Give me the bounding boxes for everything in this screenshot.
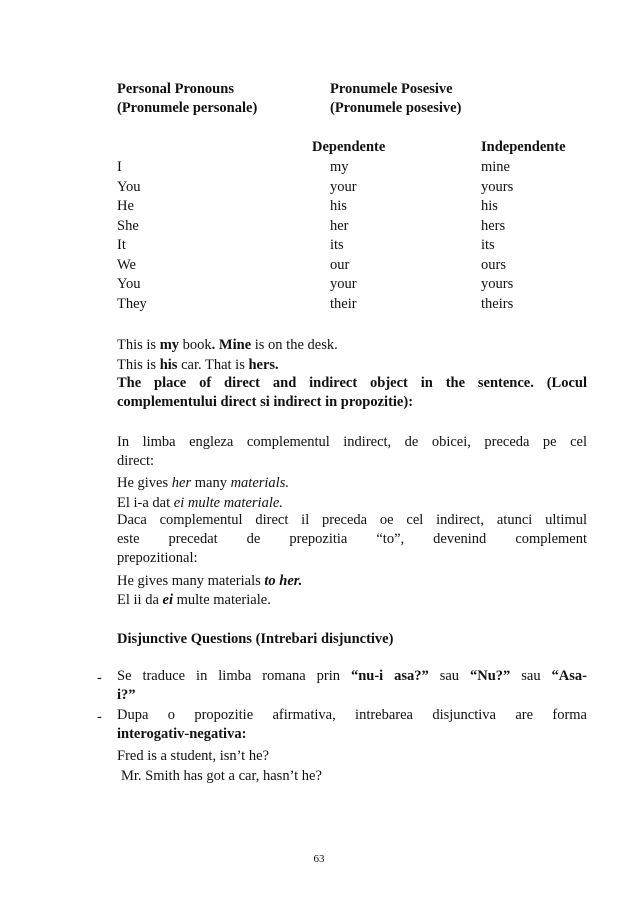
pronoun-cell: You	[117, 178, 141, 195]
pronoun-cell: He	[117, 198, 134, 214]
dependent-cell: her	[330, 217, 349, 234]
independent-cell: ours	[481, 256, 506, 273]
example-sentence-1: This is my book. Mine is on the desk.	[117, 337, 338, 353]
bullet-item-affirmative: Dupa o propozitie afirmativa, intrebarea disjunctiva are forma interogativ-negativa:	[117, 707, 587, 743]
dependent-cell: your	[330, 276, 357, 292]
independent-cell: yours	[481, 276, 514, 292]
independent-cell: mine	[481, 159, 510, 175]
pronoun-cell: They	[117, 295, 147, 312]
example-sentence-6: El ii da ei multe materiale.	[117, 592, 271, 608]
bullet-dash: -	[97, 709, 102, 725]
col-header-personal-pronouns: Personal Pronouns	[117, 81, 234, 97]
col-header-independente: Independente	[481, 139, 566, 155]
section-heading-disjunctive-questions: Disjunctive Questions (Intrebari disjunctive)	[117, 631, 394, 647]
dependent-cell: its	[330, 237, 344, 253]
pronoun-cell: It	[117, 237, 126, 253]
col-header-dependente: Dependente	[312, 139, 386, 155]
dependent-cell: my	[330, 159, 349, 175]
pronoun-cell: You	[117, 276, 141, 292]
pronoun-cell: I	[117, 159, 122, 175]
dependent-cell: his	[330, 198, 347, 214]
independent-cell: theirs	[481, 295, 514, 312]
pronoun-cell: We	[117, 256, 136, 273]
paragraph-direct-object: Daca complementul direct il preceda oe cel indirect, atunci ultimul este precedat de prepozitia “to”, devenind complement prepozitional:	[117, 512, 587, 567]
example-sentence-5: He gives many materials to her.	[117, 572, 303, 589]
independent-cell: his	[481, 198, 498, 214]
page-number: 63	[313, 853, 325, 865]
pronoun-cell: She	[117, 217, 139, 234]
example-sentence-8: Mr. Smith has got a car, hasn’t he?	[121, 767, 322, 784]
independent-cell: yours	[481, 178, 514, 195]
col-header-pronumele-posesive: Pronumele Posesive	[330, 81, 453, 97]
dependent-cell: their	[330, 295, 357, 312]
paragraph-indirect-object: In limba engleza complementul indirect, de obicei, preceda pe cel direct:	[117, 434, 587, 470]
section-heading-object-order: The place of direct and indirect object in the sentence. (Locul complementului direct si indirect in propozitie):	[117, 375, 587, 411]
independent-cell: hers	[481, 217, 506, 234]
col-subheader-pronumele-posesive: (Pronumele posesive)	[330, 100, 462, 116]
example-sentence-4: El i-a dat ei multe materiale.	[117, 494, 283, 511]
bullet-item-translation: Se traduce in limba romana prin “nu-i asa?” sau “Nu?” sau “Asa- i?”	[117, 668, 587, 704]
example-sentence-3: He gives her many materials.	[117, 475, 289, 491]
dependent-cell: your	[330, 178, 357, 195]
independent-cell: its	[481, 237, 495, 253]
col-subheader-pronumele-personale: (Pronumele personale)	[117, 100, 258, 116]
example-sentence-7: Fred is a student, isn’t he?	[117, 748, 269, 764]
dependent-cell: our	[330, 256, 350, 273]
example-sentence-2: This is his car. That is hers.	[117, 356, 279, 373]
bullet-dash: -	[97, 670, 102, 686]
